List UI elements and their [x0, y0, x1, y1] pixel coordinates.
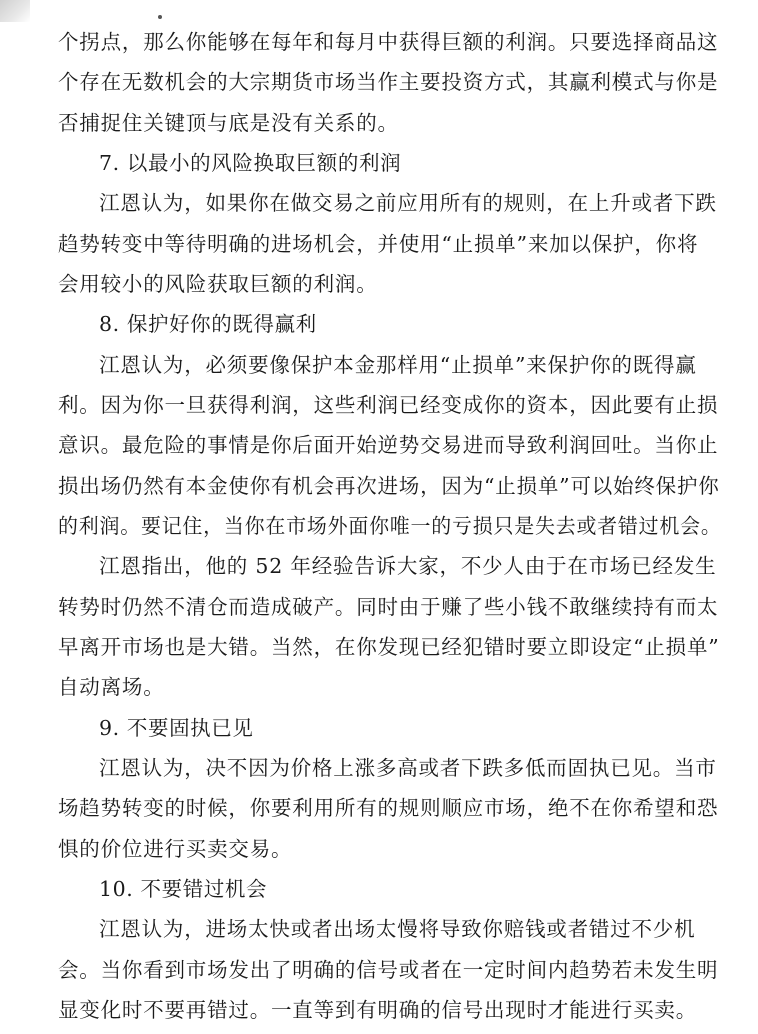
text-line: 意识。最危险的事情是你后面开始逆势交易进而导致利润回吐。当你止: [58, 433, 719, 458]
scan-dot-mark: [158, 15, 162, 19]
scan-corner-mark: [0, 0, 30, 22]
text-line: 个拐点，那么你能够在每年和每月中获得巨额的利润。只要选择商品这: [58, 30, 719, 54]
text-line: 江恩认为，必须要像保护本金那样用“止损单”来保护你的既得赢: [99, 352, 697, 377]
text-line: 否捕捉住关键顶与底是没有关系的。: [58, 110, 399, 135]
text-line: 会。当你看到市场发出了明确的信号或者在一定时间内趋势若未发生明: [58, 957, 719, 982]
text-line: 江恩指出，他的 52 年经验告诉大家，不少人由于在市场已经发生: [99, 554, 717, 579]
text-line: 江恩认为，进场太快或者出场太慢将导致你赔钱或者错过不少机: [99, 917, 696, 942]
text-line: 会用较小的风险获取巨额的利润。: [58, 272, 378, 296]
text-line: 个存在无数机会的大宗期货市场当作主要投资方式，其赢利模式与你是: [58, 70, 719, 95]
text-line: 江恩认为，如果你在做交易之前应用所有的规则，在上升或者下跌: [99, 191, 717, 216]
section-heading: 7. 以最小的风险换取巨额的利润: [99, 151, 402, 175]
section-heading: 10. 不要错过机会: [99, 877, 268, 901]
text-line: 的利润。要记住，当你在市场外面你唯一的亏损只是失去或者错过机会。: [58, 514, 722, 538]
text-line: 利。因为你一旦获得利润，这些利润已经变成你的资本，因此要有止损: [58, 393, 719, 417]
text-line: 转势时仍然不清仓而造成破产。同时由于赚了些小钱不敢继续持有而太: [58, 594, 719, 619]
text-line: 江恩认为，决不因为价格上涨多高或者下跌多低而固执已见。当市: [99, 756, 717, 780]
text-line: 趋势转变中等待明确的进场机会，并使用“止损单”来加以保护，你将: [58, 231, 699, 256]
text-line: 自动离场。: [58, 675, 165, 700]
text-line: 显变化时不要再错过。一直等到有明确的信号出现时才能进行买卖。: [58, 998, 697, 1022]
section-heading: 8. 保护好你的既得赢利: [99, 312, 317, 337]
text-line: 场趋势转变的时候，你要利用所有的规则顺应市场，绝不在你希望和恐: [58, 796, 719, 821]
text-line: 损出场仍然有本金使你有机会再次进场，因为“止损单”可以始终保护你: [58, 473, 720, 498]
section-heading: 9. 不要固执已见: [99, 715, 254, 740]
text-line: 惧的价位进行买卖交易。: [58, 836, 293, 861]
text-line: 早离开市场也是大错。当然，在你发现已经犯错时要立即设定“止损单”: [58, 635, 720, 659]
